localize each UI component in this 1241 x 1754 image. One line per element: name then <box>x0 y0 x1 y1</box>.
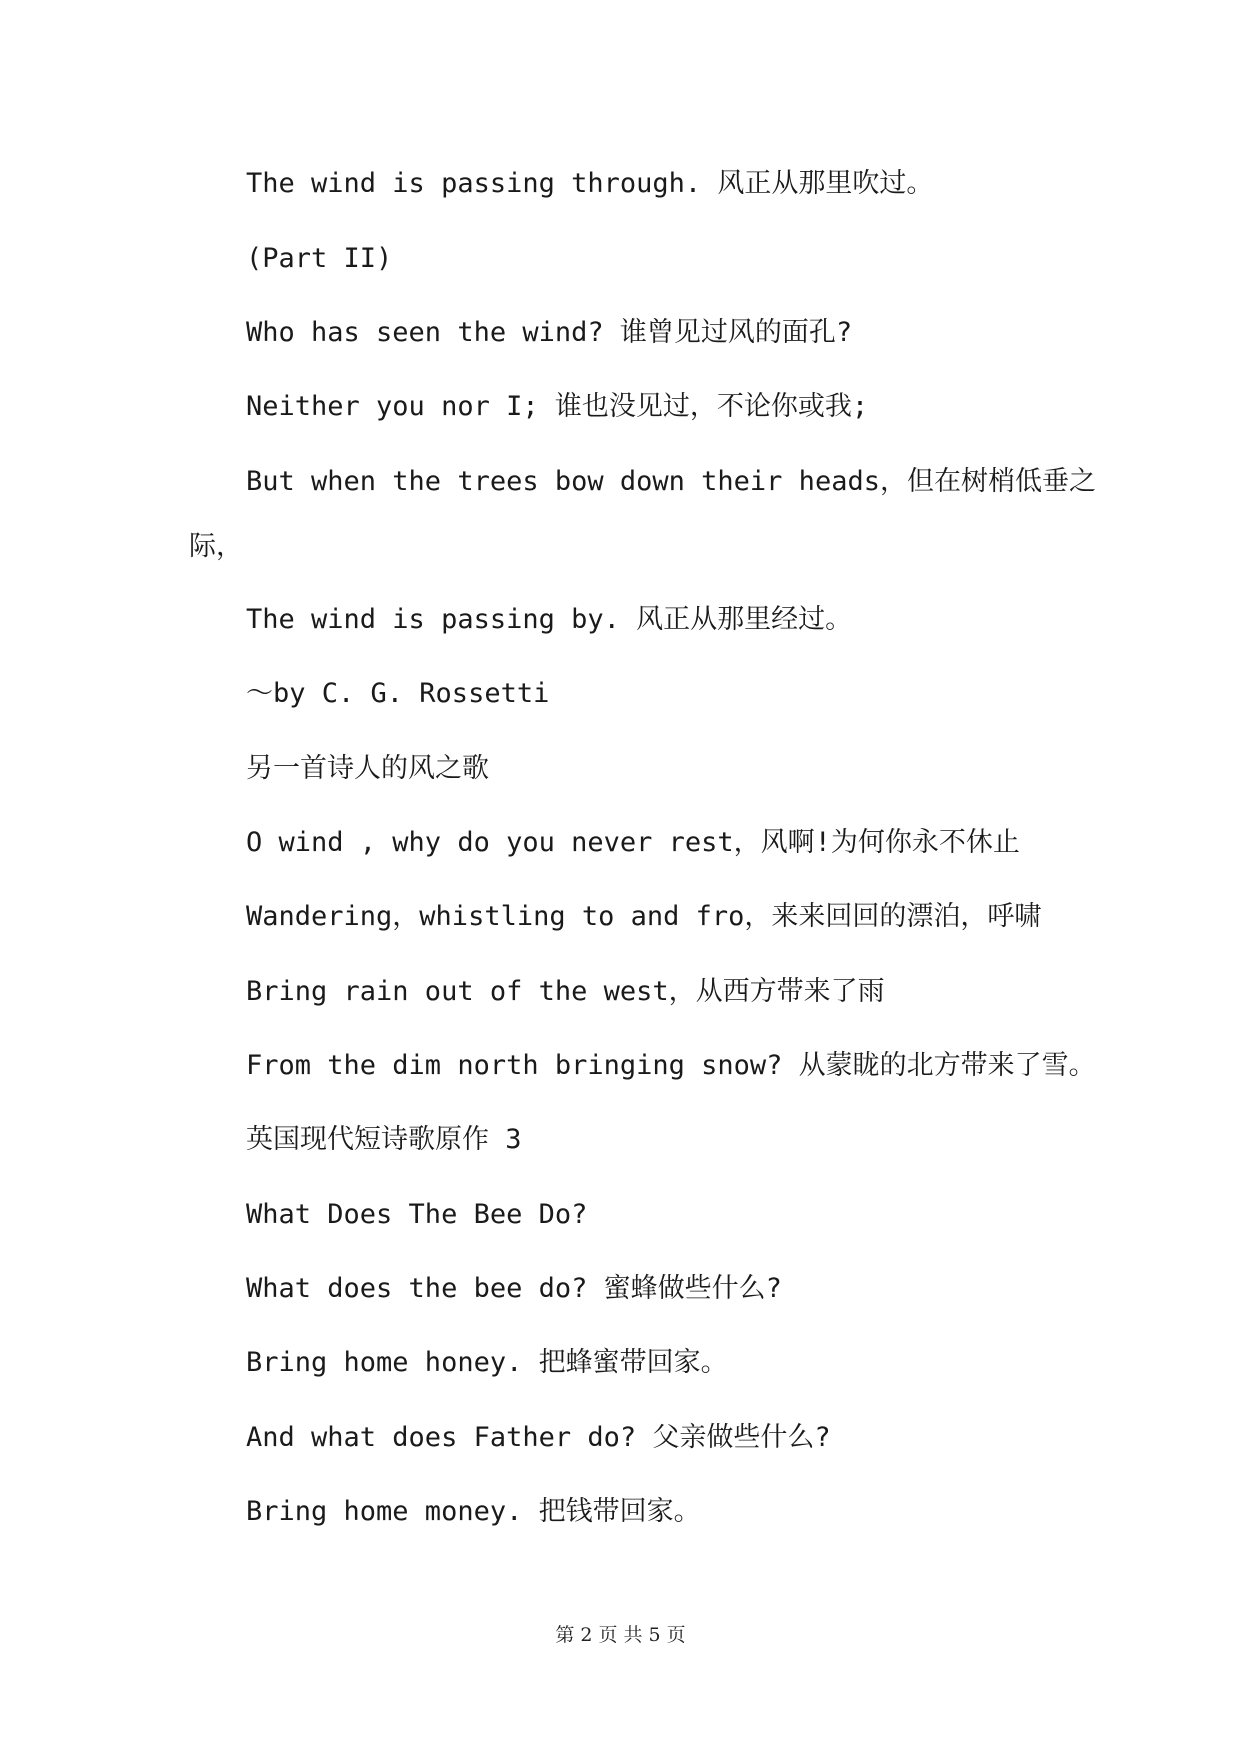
poem-line: But when the trees bow down their heads，但在树梢低垂之 <box>246 466 1096 497</box>
poem-line: And what does Father do? 父亲做些什么? <box>246 1422 831 1453</box>
poem-line: Bring home money. 把钱带回家。 <box>246 1496 701 1527</box>
poem-line: Wandering，whistling to and fro，来来回回的漂泊，呼啸 <box>246 901 1042 932</box>
page-number-footer: 第 2 页 共 5 页 <box>555 1624 686 1646</box>
poem-line: The wind is passing through. 风正从那里吹过。 <box>246 168 934 199</box>
poem-line: What does the bee do? 蜜蜂做些什么? <box>246 1273 782 1304</box>
poem-line: Neither you nor I; 谁也没见过，不论你或我; <box>246 391 869 422</box>
poem-line: From the dim north bringing snow? 从蒙眬的北方带来了雪。 <box>246 1050 1096 1081</box>
section-heading: 英国现代短诗歌原作 3 <box>246 1124 522 1155</box>
poem-line-continuation: 际， <box>189 531 243 562</box>
poem-line: O wind , why do you never rest，风啊!为何你永不休止 <box>246 827 1020 858</box>
poem-line: Who has seen the wind? 谁曾见过风的面孔? <box>246 317 853 348</box>
poem-author: ～by C. G. Rossetti <box>246 678 550 709</box>
poem-line: Bring rain out of the west，从西方带来了雨 <box>246 976 885 1007</box>
section-heading: 另一首诗人的风之歌 <box>246 753 489 784</box>
section-heading: (Part II) <box>246 243 393 274</box>
poem-line: The wind is passing by. 风正从那里经过。 <box>246 604 853 635</box>
poem-line: Bring home honey. 把蜂蜜带回家。 <box>246 1347 728 1378</box>
poem-title: What Does The Bee Do? <box>246 1199 588 1230</box>
